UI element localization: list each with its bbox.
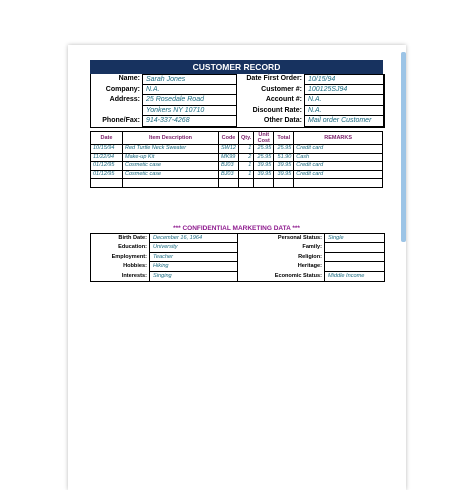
order-qty: 2: [238, 153, 253, 162]
order-unit-cost: [254, 179, 274, 188]
order-date: 01/12/95: [91, 162, 123, 171]
marketing-label: Heritage:: [297, 263, 322, 270]
marketing-label: Employment:: [111, 253, 147, 260]
info-label: [91, 106, 142, 117]
table-row: [91, 179, 383, 188]
info-label: Date First Order:: [246, 75, 302, 82]
order-code: SW12: [219, 145, 239, 154]
info-label: Customer #:: [261, 85, 302, 93]
order-code: [219, 179, 239, 188]
order-remarks: Credit card: [294, 162, 383, 171]
marketing-label: Birth Date:: [118, 235, 147, 241]
marketing-value: Teacher: [149, 253, 237, 262]
info-row: [91, 106, 384, 117]
marketing-left-column: [91, 234, 238, 281]
marketing-value: University: [149, 243, 237, 252]
order-qty: 1: [238, 170, 253, 179]
order-item: Make-up Kit: [123, 153, 219, 162]
marketing-row: [91, 243, 237, 252]
order-total: 39.95: [274, 162, 294, 171]
order-remarks: Credit card: [294, 145, 383, 154]
info-value: Yonkers NY 10710: [142, 106, 237, 117]
info-value: Mail order Customer: [304, 116, 384, 127]
marketing-row: [238, 262, 384, 271]
info-value: N.A.: [304, 95, 384, 106]
order-total: 51.90: [274, 153, 294, 162]
marketing-label: Hobbies:: [123, 263, 147, 270]
marketing-label: Economic Status:: [274, 272, 322, 279]
marketing-value: [324, 253, 384, 262]
order-total: [274, 179, 294, 188]
document-page: [68, 45, 406, 490]
marketing-row: [238, 243, 384, 252]
marketing-value: Singing: [149, 272, 237, 281]
marketing-value: [324, 262, 384, 271]
info-value: 914-337-4268: [142, 116, 237, 127]
marketing-row: [238, 234, 384, 243]
order-code: BJ03: [219, 162, 239, 171]
order-qty: [238, 179, 253, 188]
marketing-label: Family:: [302, 244, 322, 251]
column-header-code: Code: [219, 132, 239, 145]
order-code: MK99: [219, 153, 239, 162]
order-remarks: Credit card: [294, 170, 383, 179]
order-item: Cosmetic case: [123, 162, 219, 171]
marketing-label: Religion:: [298, 253, 322, 260]
table-row: [91, 145, 383, 154]
order-qty: 1: [238, 145, 253, 154]
info-row: [91, 95, 384, 106]
order-item: [123, 179, 219, 188]
order-code: BJ03: [219, 170, 239, 179]
column-header-unit-cost: Unit Cost: [254, 132, 274, 145]
orders-table: [90, 131, 383, 188]
order-date: 11/22/94: [91, 153, 123, 162]
order-remarks: Cash: [294, 153, 383, 162]
info-value: N.A.: [304, 106, 384, 117]
order-total: 39.95: [274, 170, 294, 179]
customer-info-grid: [90, 74, 385, 128]
info-value: 10/15/94: [304, 74, 384, 85]
marketing-data-grid: [90, 233, 385, 282]
info-label: Company:: [105, 85, 140, 93]
column-header-total: Total: [274, 132, 294, 145]
table-row: [91, 162, 383, 171]
order-unit-cost: 25.95: [254, 153, 274, 162]
info-label: Name:: [118, 75, 140, 82]
marketing-row: [91, 253, 237, 262]
order-total: 25.95: [274, 145, 294, 154]
order-qty: 1: [238, 162, 253, 171]
marketing-row: [238, 253, 384, 262]
column-header-remarks: REMARKS: [294, 132, 383, 145]
order-date: 10/15/94: [91, 145, 123, 154]
info-value: 100125SJ94: [304, 85, 384, 96]
column-header-date: Date: [91, 132, 123, 145]
order-remarks: [294, 179, 383, 188]
orders-header-row: [91, 132, 383, 145]
record-title: CUSTOMER RECORD: [90, 60, 383, 74]
marketing-label: Education:: [118, 244, 147, 251]
info-label: Discount Rate:: [252, 106, 302, 114]
column-header-qty: Qty.: [238, 132, 253, 145]
order-unit-cost: 25.95: [254, 145, 274, 154]
marketing-value: Single: [324, 234, 384, 243]
marketing-label: Interests:: [121, 272, 147, 279]
info-row: [91, 116, 384, 127]
info-label: Other Data:: [263, 117, 302, 125]
column-header-item: Item Description: [123, 132, 219, 145]
info-value: 25 Rosedale Road: [142, 95, 237, 106]
info-value: Sarah Jones: [142, 74, 237, 85]
table-row: [91, 153, 383, 162]
order-item: Red Turtle Neck Sweater: [123, 145, 219, 154]
marketing-row: [91, 262, 237, 271]
info-label: Phone/Fax:: [102, 117, 140, 125]
order-unit-cost: 39.95: [254, 162, 274, 171]
confidential-title: *** CONFIDENTIAL MARKETING DATA ***: [173, 225, 300, 232]
info-row: [91, 74, 384, 85]
info-label: Account #:: [265, 96, 302, 104]
info-row: [91, 85, 384, 96]
marketing-row: [91, 272, 237, 281]
order-unit-cost: 39.95: [254, 170, 274, 179]
marketing-label: Personal Status:: [277, 235, 322, 241]
marketing-value: [324, 243, 384, 252]
order-date: [91, 179, 123, 188]
info-value: N.A.: [142, 85, 237, 96]
marketing-value: Middle Income: [324, 272, 384, 281]
marketing-right-column: [238, 234, 384, 281]
scrollbar[interactable]: [401, 52, 406, 242]
marketing-value: Hiking: [149, 262, 237, 271]
info-label: Address:: [109, 96, 140, 104]
order-date: 01/12/95: [91, 170, 123, 179]
marketing-row: [91, 234, 237, 243]
marketing-value: December 16, 1964: [149, 234, 237, 243]
order-item: Cosmetic case: [123, 170, 219, 179]
table-row: [91, 170, 383, 179]
marketing-row: [238, 272, 384, 281]
